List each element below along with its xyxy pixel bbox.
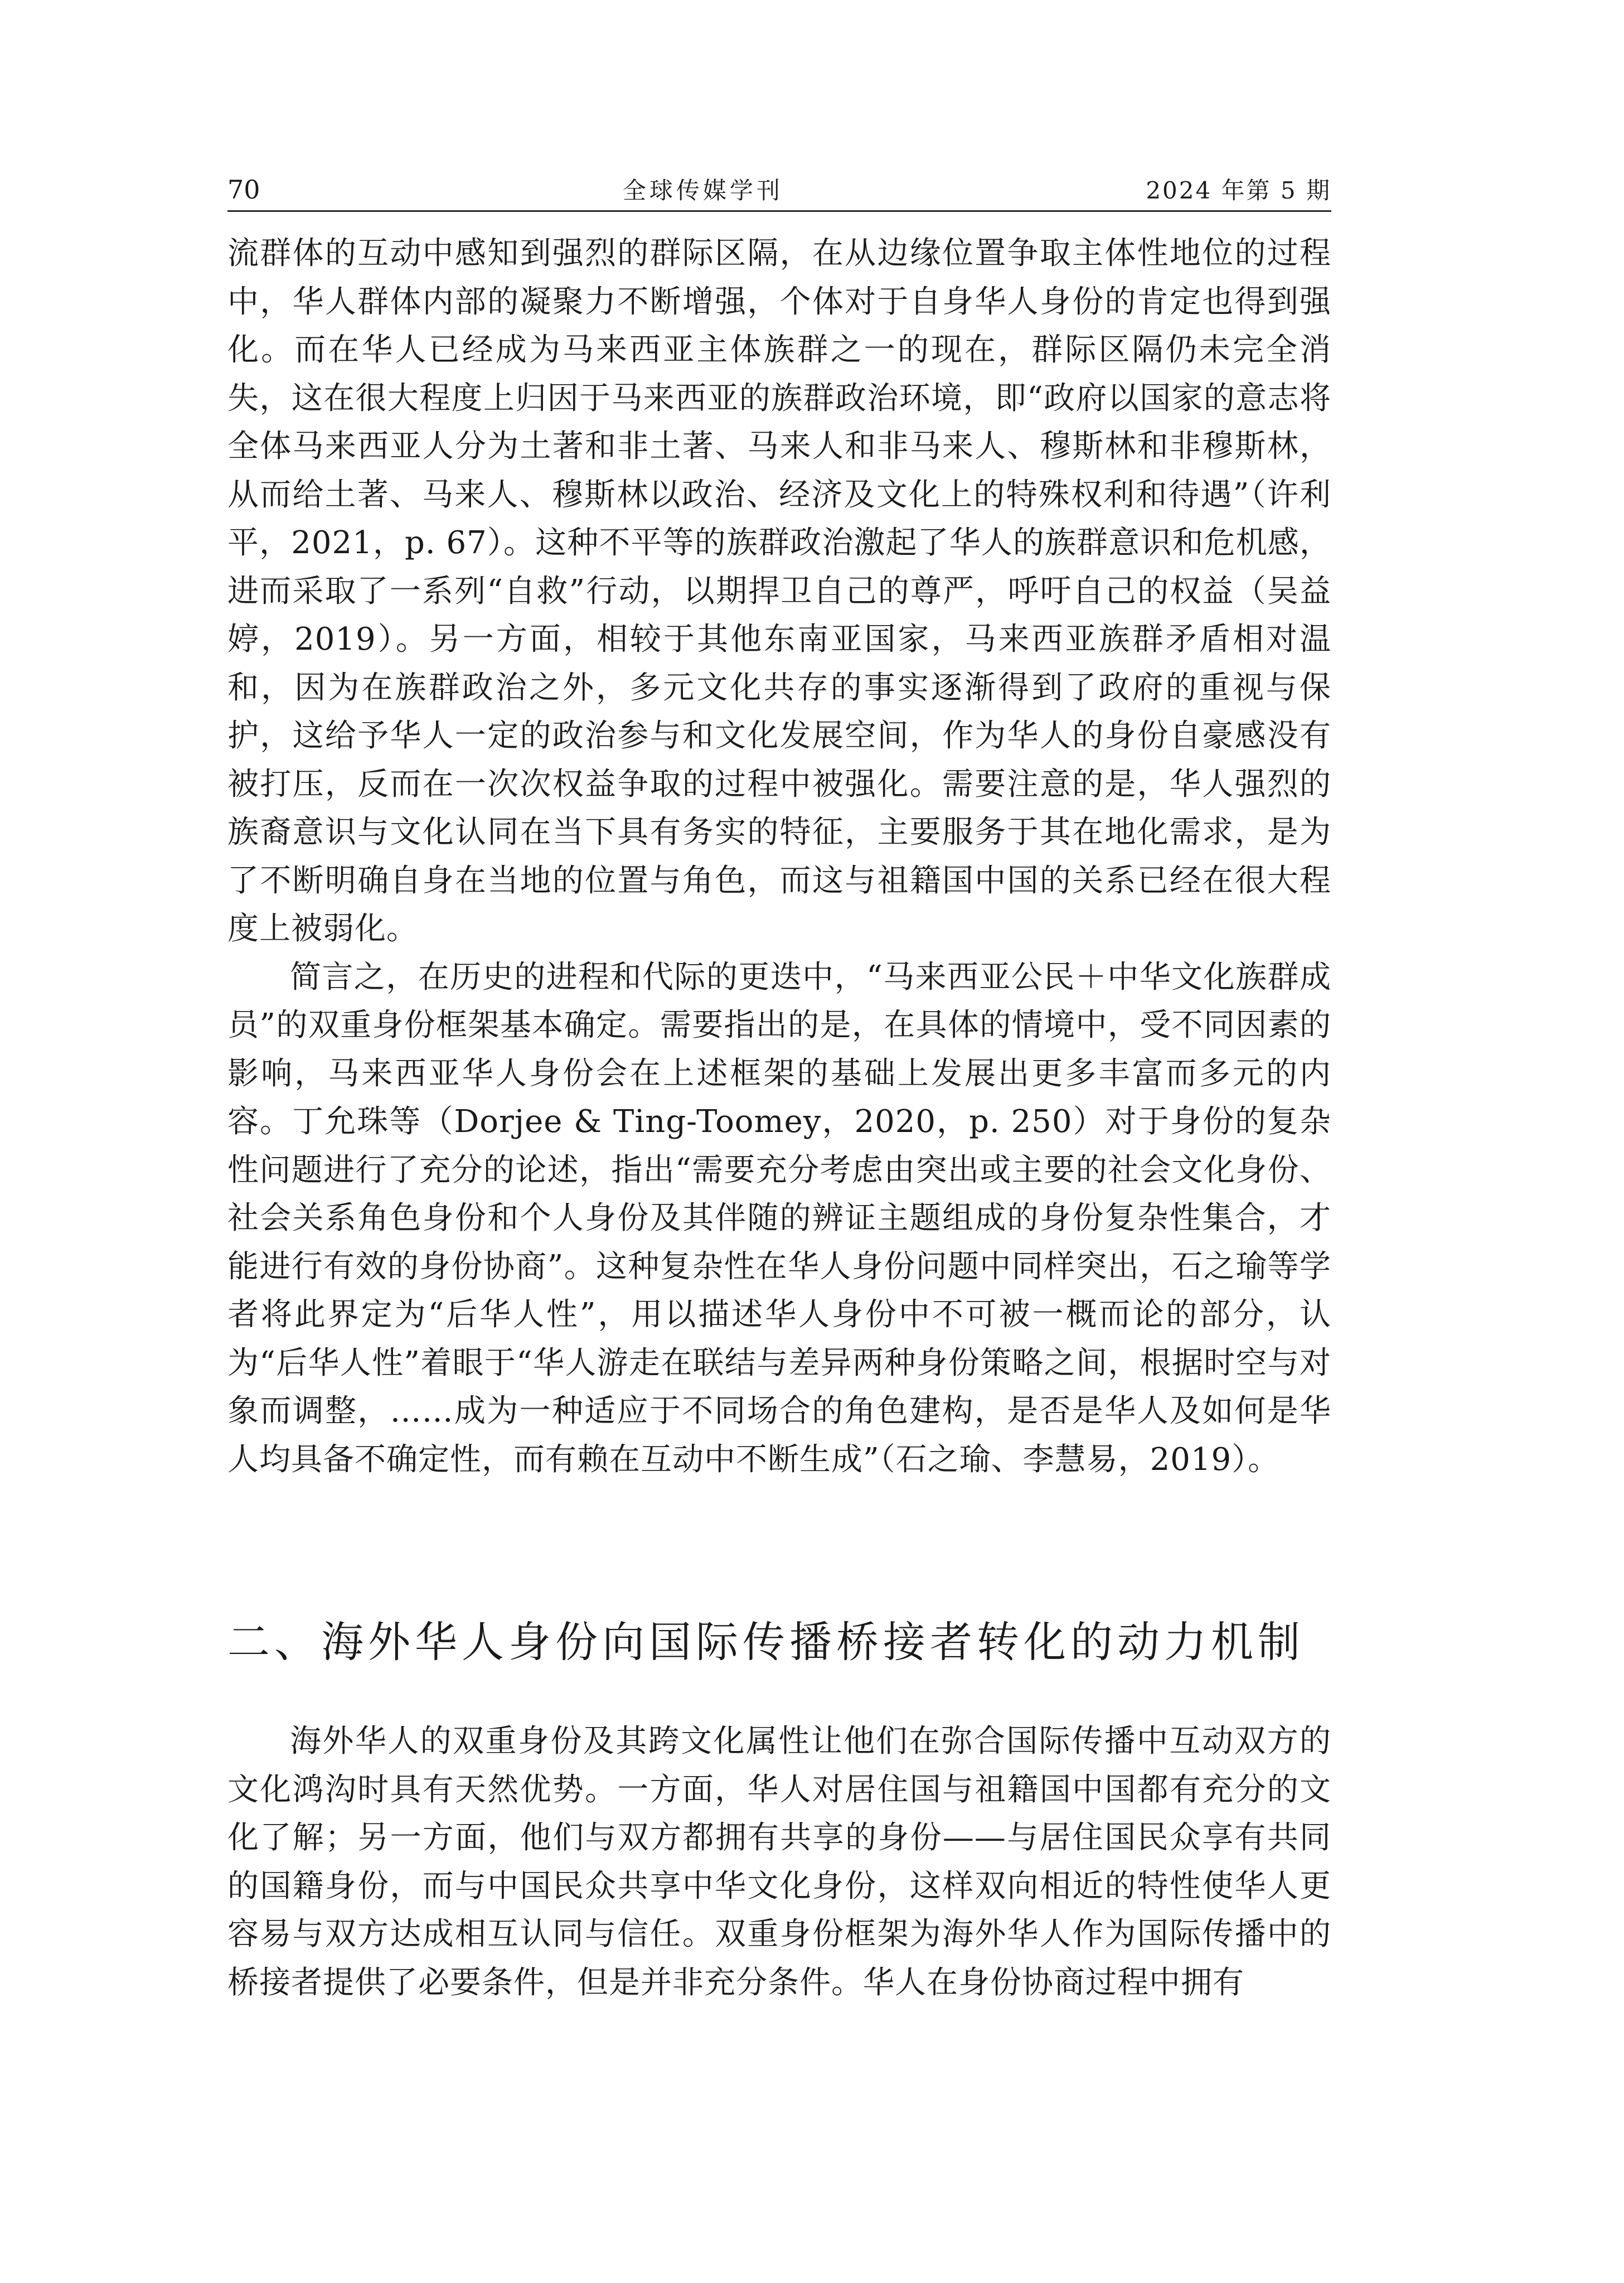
page-number: 70 <box>227 175 260 205</box>
paragraph-continued: 流群体的互动中感知到强烈的群际区隔，在从边缘位置争取主体性地位的过程中，华人群体内部的凝聚力不断增强，个体对于自身华人身份的肯定也得到强化。而在华人已经成为马来西亚主体族群之一的现在，群际区隔仍未完全消失，这在很大程度上归因于马来西亚的族群政治环境，即“政府以国家的意志将全体马来西亚人分为土著和非土著、马来人和非马来人、穆斯林和非穆斯林，从而给土著、马来人、穆斯林以政治、经济及文化上的特殊权利和待遇”（许利平，2021，p. 67）。这种不平等的族群政治激起了华人的族群意识和危机感，进而采取了一系列“自救”行动，以期捍卫自己的尊严，呼吁自己的权益（吴益婷，2019）。另一方面，相较于其他东南亚国家，马来西亚族群矛盾相对温和，因为在族群政治之外，多元文化共存的事实逐渐得到了政府的重视与保护，这给予华人一定的政治参与和文化发展空间，作为华人的身份自豪感没有被打压，反而在一次次权益争取的过程中被强化。需要注意的是，华人强烈的族裔意识与文化认同在当下具有务实的特征，主要服务于其在地化需求，是为了不断明确自身在当地的位置与角色，而这与祖籍国中国的关系已经在很大程度上被弱化。 <box>227 235 1331 947</box>
issue-label: 2024 年第 5 期 <box>1146 177 1331 204</box>
section-heading: 二、海外华人身份向国际传播桥接者转化的动力机制 <box>227 1617 1305 1667</box>
body-text-block-1 <box>227 230 1331 1484</box>
paragraph: 简言之，在历史的进程和代际的更迭中，“马来西亚公民＋中华文化族群成员”的双重身份框架基本确定。需要指出的是，在具体的情境中，受不同因素的影响，马来西亚华人身份会在上述框架的基础上发展出更多丰富而多元的内容。丁允珠等（Dorjee & Ting-Toomey，2020，p. 250）对于身份的复杂性问题进行了充分的论述，指出“需要充分考虑由突出或主要的社会文化身份、社会关系角色身份和个人身份及其伴随的辨证主题组成的身份复杂性集合，才能进行有效的身份协商”。这种复杂性在华人身份问题中同样突出，石之瑜等学者将此界定为“后华人性”，用以描述华人身份中不可被一概而论的部分，认为“后华人性”着眼于“华人游走在联结与差异两种身份策略之间，根据时空与对象而调整，……成为一种适应于不同场合的角色建构，是否是华人及如何是华人均具备不确定性，而有赖在互动中不断生成”（石之瑜、李慧易，2019）。 <box>227 959 1331 1478</box>
running-header <box>227 173 1331 212</box>
journal-title: 全球传媒学刊 <box>622 177 783 204</box>
paragraph: 海外华人的双重身份及其跨文化属性让他们在弥合国际传播中互动双方的文化鸿沟时具有天然优势。一方面，华人对居住国与祖籍国中国都有充分的文化了解；另一方面，他们与双方都拥有共享的身份——与居住国民众享有共同的国籍身份，而与中国民众共享中华文化身份，这样双向相近的特性使华人更容易与双方达成相互认同与信任。双重身份框架为海外华人作为国际传播中的桥接者提供了必要条件，但是并非充分条件。华人在身份协商过程中拥有 <box>227 1723 1331 2001</box>
body-text-block-2 <box>227 1718 1331 2007</box>
